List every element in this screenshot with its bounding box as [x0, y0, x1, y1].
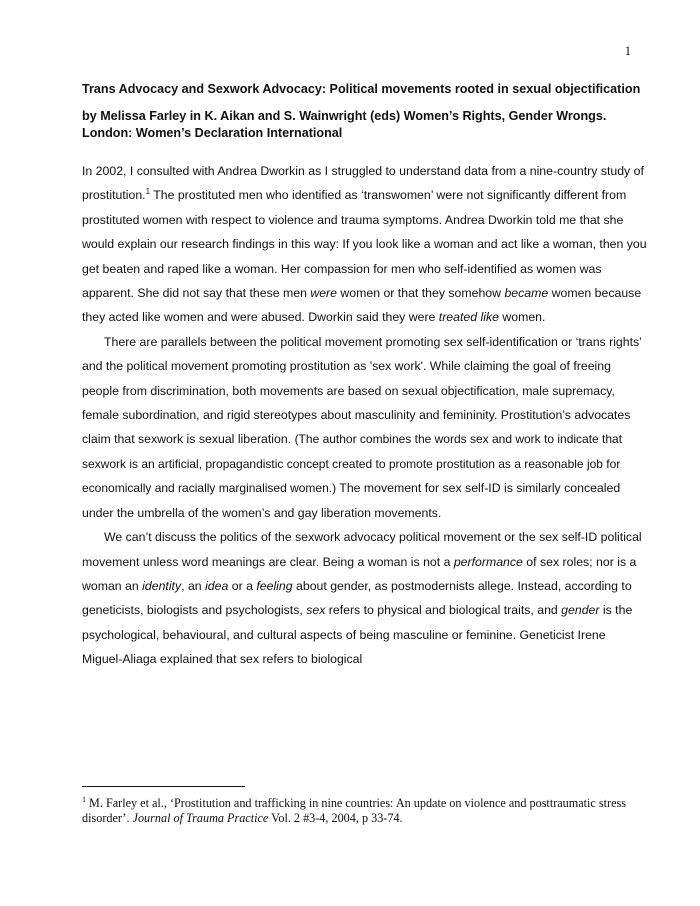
footnote-marker: 1 — [82, 794, 86, 804]
paragraph-3-text-e: , an — [181, 578, 206, 593]
paragraph-3 — [82, 525, 647, 671]
paragraph-2-inset-note: (The author combines the words sex and work to indicate that sexwork is an artificial, propagandistic concept created to promote prostitution as a reasonable job for economically and racially marginalised women.) — [82, 432, 623, 496]
footnote-journal-title: Journal of Trauma Practice — [132, 811, 269, 825]
document-byline: by Melissa Farley in K. Aikan and S. Wainwright (eds) Women’s Rights, Gender Wrongs. London: Women’s Declaration International — [82, 109, 607, 140]
paragraph-3-text-m: is the psychological, behavioural, and cultural aspects of being masculine or feminine. Geneticist Irene Miguel-Aliaga explained that sex refers to biological — [82, 603, 633, 667]
emphasis-gender: gender — [561, 603, 600, 618]
paragraph-1-text-h: women. — [498, 310, 546, 325]
footnote-reference[interactable]: 1 — [145, 187, 151, 197]
paragraph-2-text-c: The movement for sex self-ID is similarly concealed under the umbrella of the women’s and gay liberation movements. — [82, 481, 621, 520]
document-body — [82, 159, 647, 672]
footnote-text-a: M. Farley et al., ‘Prostitution and trafficking in nine countries: An update on violence and posttraumatic stress disorder’. — [82, 796, 626, 825]
emphasis-were: were — [310, 286, 337, 301]
paragraph-1 — [82, 159, 647, 330]
emphasis-sex: sex — [306, 603, 326, 618]
emphasis-performance: performance — [453, 554, 523, 569]
paragraph-2 — [82, 330, 647, 525]
paragraph-3-text-c: of sex roles; nor is a woman an — [82, 554, 637, 593]
emphasis-feeling: feeling — [256, 578, 293, 593]
emphasis-idea: idea — [205, 578, 229, 593]
footnote-divider — [82, 786, 245, 787]
emphasis-became: became — [504, 286, 549, 301]
paragraph-1-text-a: In 2002, I consulted with Andrea Dworkin as I struggled to understand data from a nine-country study of prostitution. — [82, 164, 644, 203]
paragraph-1-text-f: women because they acted like women and were abused. Dworkin said they were — [82, 286, 642, 325]
paragraph-3-text-a: We can’t discuss the politics of the sexwork advocacy political movement or the sex self-ID political movement unless word meanings are clear. Being a woman is not a — [82, 530, 642, 569]
footnote — [82, 796, 642, 826]
paragraph-1-text-b: The prostituted men who identified as ‘transwomen’ were not significantly different from prostituted women with respect to violence and trauma symptoms. Andrea Dworkin told me that she would explain our research findings in this way: If you look like a woman and act like a woman, then you get beaten and raped like a woman. Her compassion for men who self-identified as women was apparent. She did not say that these men — [82, 188, 647, 301]
paragraph-2-text-a: There are parallels between the political movement promoting sex self-identification or ‘trans rights’ and the political movement promoting prostitution as 'sex work'. While claiming the goal of freeing people from discrimination, both movements are based on sexual objectification, male supremacy, female subordination, and rigid stereotypes about masculinity and femininity. Prostitution’s advocates claim that sexwork is sexual liberation. — [82, 334, 642, 447]
paragraph-3-text-i: about gender, as postmodernists allege. Instead, according to geneticists, biologists and psychologists, — [82, 578, 632, 618]
paragraph-3-text-g: or a — [228, 578, 257, 593]
paragraph-3-text-k: refers to physical and biological traits, and — [325, 603, 562, 618]
emphasis-treated-like: treated like — [438, 310, 499, 325]
footnote-text-b: Vol. 2 #3-4, 2004, p 33-74. — [268, 811, 403, 825]
document-title: Trans Advocacy and Sexwork Advocacy: Political movements rooted in sexual objectification — [82, 82, 641, 96]
page-number: 1 — [624, 44, 631, 58]
emphasis-identity: identity — [142, 578, 182, 593]
paragraph-1-text-d: women or that they somehow — [336, 286, 505, 301]
